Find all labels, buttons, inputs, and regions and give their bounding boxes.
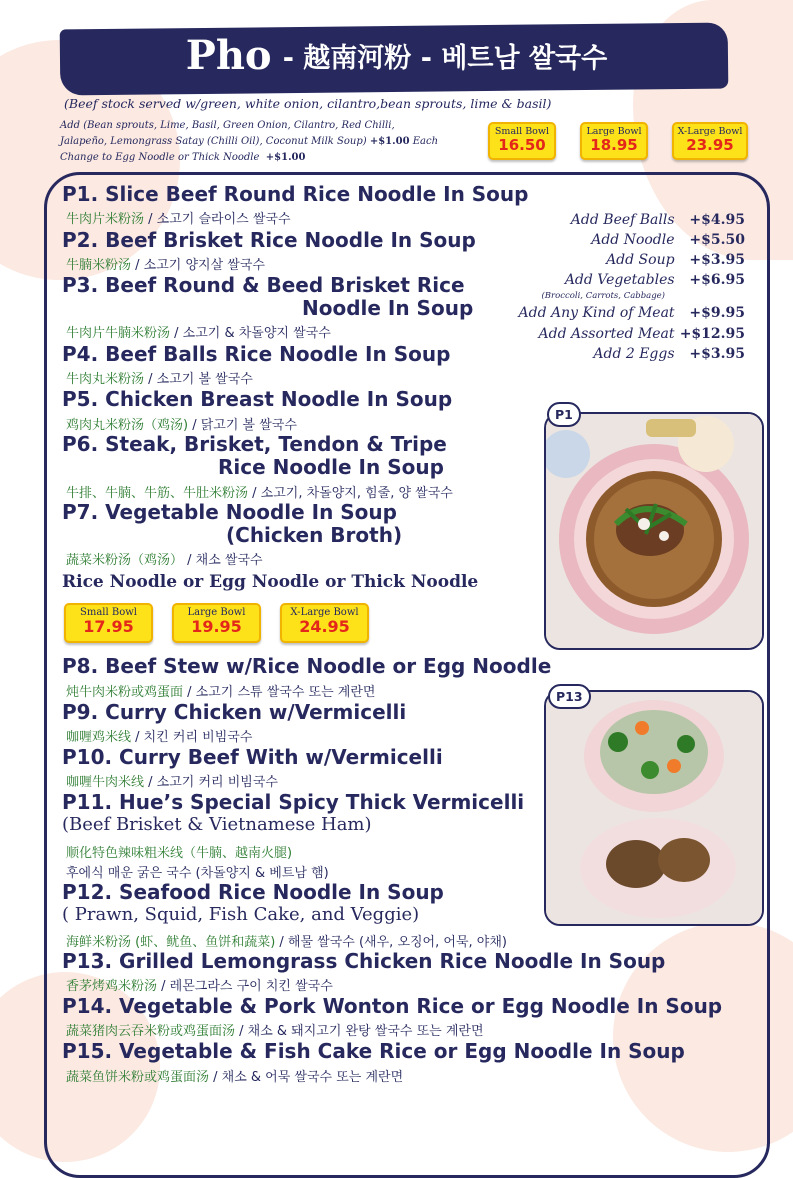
- item-p11-desc: (Beef Brisket & Vietnamese Ham): [62, 814, 372, 835]
- add-info: [60, 118, 490, 166]
- item-p5: P5. Chicken Breast Noodle In Soup: [62, 387, 453, 411]
- addon-vegetables-note: (Broccoli, Carrots, Cabbage): [541, 291, 665, 301]
- item-p1-translation: 牛肉片米粉汤 / 소고기 슬라이스 쌀국수: [66, 212, 291, 227]
- item-p14-translation: 蔬菜猪肉云吞米粉或鸡蛋面汤 / 채소 & 돼지고기 완탕 쌀국수 또는 계란면: [66, 1024, 484, 1039]
- item-p4: P4. Beef Balls Rice Noodle In Soup: [62, 342, 451, 366]
- add-line-2: Jalapeño, Lemongrass Satay (Chilli Oil), Coconut Milk Soup): [60, 136, 367, 147]
- item-p9: P9. Curry Chicken w/Vermicelli: [62, 700, 407, 724]
- noodle-dish-image: [546, 692, 762, 924]
- item-p11: P11. Hue’s Special Spicy Thick Vermicelli: [62, 790, 525, 814]
- item-p6: P6. Steak, Brisket, Tendon & Tripe: [62, 432, 447, 456]
- add-price: +$1.00: [369, 136, 410, 147]
- item-p7: P7. Vegetable Noodle In Soup: [62, 500, 397, 524]
- item-p15: P15. Vegetable & Fish Cake Rice or Egg Noodle In Soup: [62, 1039, 685, 1063]
- add-line-1: Add (Bean sprouts, Lime, Basil, Green Onion, Cilantro, Red Chilli,: [60, 120, 395, 131]
- addon-2-eggs: Add 2 Eggs +$3.95: [593, 346, 745, 362]
- addon-beef-balls: Add Beef Balls +$4.95: [570, 212, 745, 228]
- item-p13-translation: 香茅烤鸡米粉汤 / 레몬그라스 구이 치킨 쌀국수: [66, 979, 333, 994]
- item-p12-desc: ( Prawn, Squid, Fish Cake, and Veggie): [62, 904, 420, 925]
- tag-p1: P1: [547, 402, 581, 427]
- price-small-bowl-2: Small Bowl 17.95: [64, 603, 153, 643]
- change-noodle: Change to Egg Noodle or Thick Noodle: [60, 152, 260, 163]
- page-title: [0, 32, 793, 79]
- pho-bowl-image: [546, 414, 762, 648]
- broth-note: (Beef stock served w/green, white onion, cilantro,bean sprouts, lime & basil): [64, 96, 552, 111]
- change-price: +$1.00: [265, 152, 306, 163]
- item-p12: P12. Seafood Rice Noodle In Soup: [62, 880, 444, 904]
- item-p1: P1. Slice Beef Round Rice Noodle In Soup: [62, 182, 529, 206]
- title-sub: - 越南河粉 - 베트남 쌀국수: [282, 43, 608, 74]
- item-p5-translation: 鸡肉丸米粉汤（鸡汤) / 닭고기 볼 쌀국수: [66, 418, 297, 433]
- item-p6-line2: Rice Noodle In Soup: [218, 455, 444, 479]
- addon-assorted-meat: Add Assorted Meat +$12.95: [538, 326, 745, 342]
- price-large-bowl: Large Bowl 18.95: [580, 122, 648, 160]
- item-p7-translation: 蔬菜米粉汤（鸡汤） / 채소 쌀국수: [66, 553, 263, 568]
- item-p8: P8. Beef Stew w/Rice Noodle or Egg Noodle: [62, 654, 552, 678]
- title-main: Pho: [185, 32, 272, 79]
- item-p11-cn: 顺化特色辣味粗米线（牛腩、越南火腿): [66, 846, 293, 861]
- addon-soup: Add Soup +$3.95: [606, 252, 745, 268]
- item-p3-translation: 牛肉片牛腩米粉汤 / 소고기 & 차돌양지 쌀국수: [66, 326, 331, 341]
- addon-any-meat: Add Any Kind of Meat +$9.95: [518, 305, 745, 321]
- item-p10-translation: 咖喱牛肉米线 / 소고기 커리 비빔국수: [66, 775, 278, 790]
- photo-p13: [544, 690, 764, 926]
- add-each: Each: [412, 136, 439, 147]
- item-p13: P13. Grilled Lemongrass Chicken Rice Noodle In Soup: [62, 949, 666, 973]
- item-p3-line2: Noodle In Soup: [302, 296, 474, 320]
- price-large-bowl-2: Large Bowl 19.95: [172, 603, 261, 643]
- item-p3: P3. Beef Round & Beed Brisket Rice: [62, 273, 465, 297]
- price-small-bowl: Small Bowl 16.50: [488, 122, 556, 160]
- addon-vegetables: Add Vegetables +$6.95: [564, 272, 745, 288]
- item-p2-translation: 牛腩米粉汤 / 소고기 양지살 쌀국수: [66, 258, 265, 273]
- item-p4-translation: 牛肉丸米粉汤 / 소고기 볼 쌀국수: [66, 372, 253, 387]
- item-p2: P2. Beef Brisket Rice Noodle In Soup: [62, 228, 476, 252]
- item-p9-translation: 咖喱鸡米线 / 치킨 커리 비빔국수: [66, 730, 253, 745]
- price-xlarge-bowl: X-Large Bowl 23.95: [672, 122, 748, 160]
- addon-noodle: Add Noodle +$5.50: [591, 232, 745, 248]
- item-p15-translation: 蔬菜鱼饼米粉或鸡蛋面汤 / 채소 & 어묵 쌀국수 또는 계란면: [66, 1070, 404, 1085]
- item-p11-kr: 후에식 매운 굵은 국수 (차돌양지 & 베트남 햄): [66, 866, 329, 881]
- item-p14: P14. Vegetable & Pork Wonton Rice or Egg Noodle In Soup: [62, 994, 723, 1018]
- item-p10: P10. Curry Beef With w/Vermicelli: [62, 745, 443, 769]
- noodle-choice: Rice Noodle or Egg Noodle or Thick Noodle: [62, 572, 479, 592]
- tag-p13: P13: [548, 684, 591, 709]
- price-xlarge-bowl-2: X-Large Bowl 24.95: [280, 603, 369, 643]
- item-p7-line2: (Chicken Broth): [226, 523, 403, 547]
- item-p6-translation: 牛排、牛腩、牛筋、牛肚米粉汤 / 소고기, 차돌양지, 힘줄, 양 쌀국수: [66, 486, 453, 501]
- item-p12-translation: 海鲜米粉汤 (虾、鱿鱼、鱼饼和蔬菜) / 해물 쌀국수 (새우, 오징어, 어묵, 야채): [66, 935, 507, 950]
- photo-p1: [544, 412, 764, 650]
- item-p8-translation: 炖牛肉米粉或鸡蛋面 / 소고기 스튜 쌀국수 또는 계란면: [66, 685, 376, 700]
